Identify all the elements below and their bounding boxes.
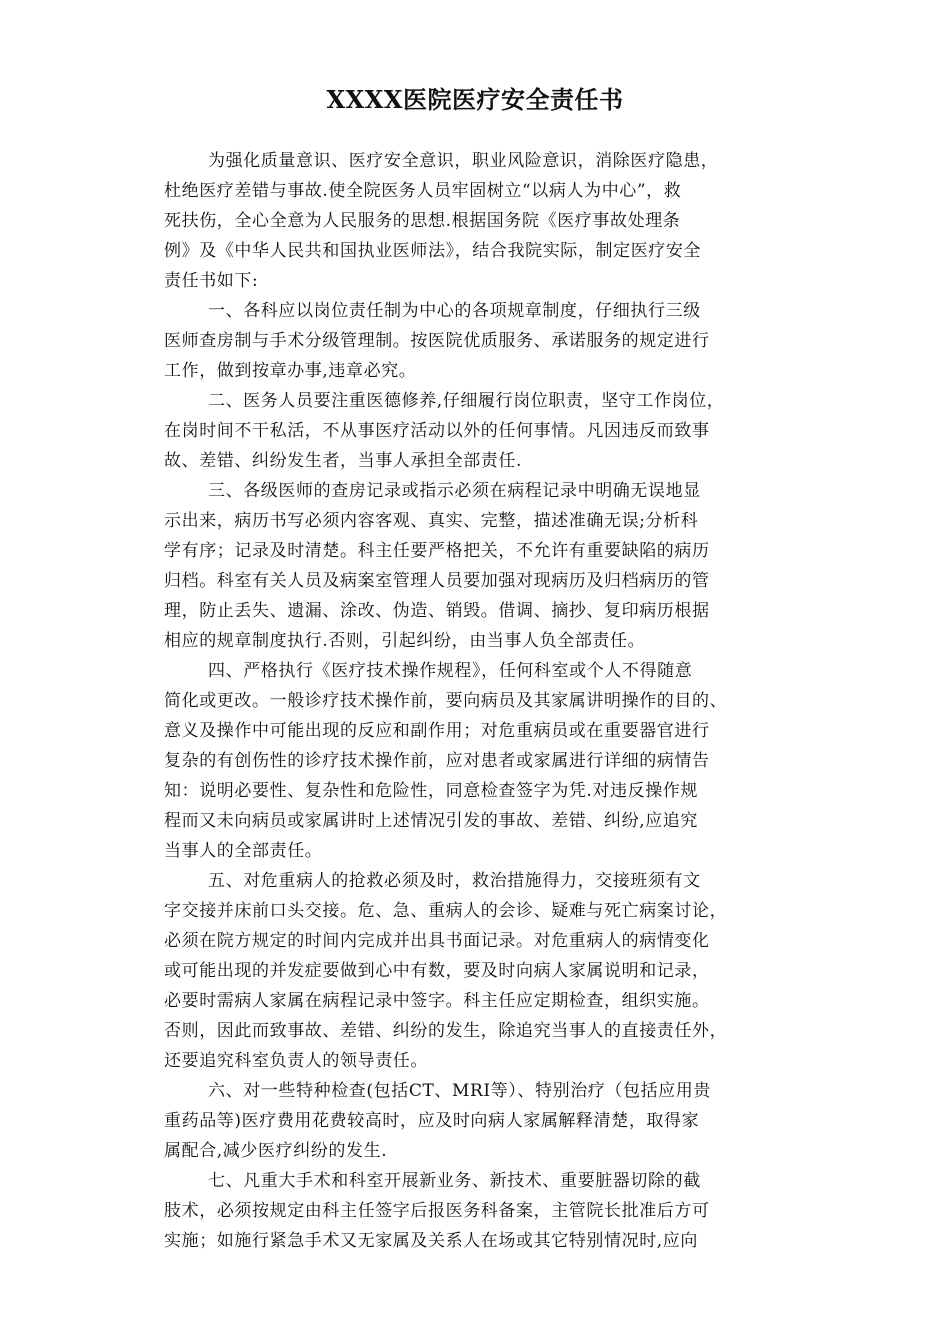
text-line: 肢术，必须按规定由科主任签字后报医务科备案，主管院长批准后方可 (164, 1201, 710, 1221)
text-line: 程而又未向病员或家属讲时上述情况引发的事故、差错、纠纷,应追究 (164, 811, 699, 831)
text-line: 责任书如下: (164, 271, 259, 291)
text-line: 重药品等)医疗费用花费较高时，应及时向病人家属解释清楚，取得家 (164, 1111, 700, 1131)
text-line: 三、各级医师的查房记录或指示必须在病程记录中明确无误地显 (208, 481, 701, 501)
text-line: 医师查房制与手术分级管理制。按医院优质服务、承诺服务的规定进行 (164, 331, 710, 351)
text-line: 七、凡重大手术和科室开展新业务、新技术、重要脏器切除的截 (208, 1171, 701, 1191)
text-line: 当事人的全部责任。 (164, 841, 323, 861)
text-line: 死扶伤，全心全意为人民服务的思想.根据国务院《医疗事故处理条 (164, 211, 681, 231)
text-line: 还要追究科室负责人的领导责任。 (164, 1051, 428, 1071)
text-line: 五、对危重病人的抢救必须及时，救治措施得力，交接班须有文 (208, 871, 701, 891)
text-line: 六、对一些特种检查(包括CT、MRI等）、特别治疗（包括应用贵 (208, 1081, 711, 1101)
text-line: 在岗时间不干私活，不从事医疗活动以外的任何事情。凡因违反而致事 (164, 421, 710, 441)
text-line: 实施；如施行紧急手术又无家属及关系人在场或其它特别情况时,应向 (164, 1231, 699, 1251)
text-line: 归档。科室有关人员及病案室管理人员要加强对现病历及归档病历的管 (164, 571, 710, 591)
text-line: 意义及操作中可能出现的反应和副作用；对危重病员或在重要器官进行 (164, 721, 710, 741)
text-line: 示出来，病历书写必须内容客观、真实、完整，描述准确无误;分析科 (164, 511, 699, 531)
text-line: 相应的规章制度执行.否则，引起纠纷，由当事人负全部责任。 (164, 631, 646, 651)
text-line: 必要时需病人家属在病程记录中签字。科主任应定期检查，组织实施。 (164, 991, 710, 1011)
text-line: 必须在院方规定的时间内完成并出具书面记录。对危重病人的病情变化 (164, 931, 710, 951)
text-line: 杜绝医疗差错与事故.使全院医务人员牢固树立“以病人为中心”，救 (164, 181, 682, 201)
text-line: 复杂的有创伤性的诊疗技术操作前，应对患者或家属进行详细的病情告 (164, 751, 710, 771)
text-line: 学有序；记录及时清楚。科主任要严格把关，不允许有重要缺陷的病历 (164, 541, 710, 561)
text-line: 二、医务人员要注重医德修养,仔细履行岗位职责，坚守工作岗位， (208, 391, 725, 411)
text-line: 字交接并床前口头交接。危、急、重病人的会诊、疑难与死亡病案讨论， (164, 901, 728, 921)
text-line: 四、严格执行《医疗技术操作规程》，任何科室或个人不得随意 (208, 661, 693, 681)
text-line: 或可能出现的并发症要做到心中有数，要及时向病人家属说明和记录， (164, 961, 710, 981)
text-line: 理，防止丢失、遗漏、涂改、伪造、销毁。借调、摘抄、复印病历根据 (164, 601, 710, 621)
text-line: 工作，做到按章办事,违章必究。 (164, 361, 417, 381)
text-line: 简化或更改。一般诊疗技术操作前，要向病员及其家属讲明操作的目的、 (164, 691, 728, 711)
text-line: 故、差错、纠纷发生者，当事人承担全部责任. (164, 451, 523, 471)
text-line: 否则，因此而致事故、差错、纠纷的发生，除追究当事人的直接责任外， (164, 1021, 728, 1041)
text-line: 为强化质量意识、医疗安全意识，职业风险意识，消除医疗隐患， (208, 151, 719, 171)
document-title: XXXX医院医疗安全责任书 (326, 85, 624, 114)
text-line: 属配合,减少医疗纠纷的发生. (164, 1141, 388, 1161)
text-line: 知：说明必要性、复杂性和危险性，同意检查签字为凭.对违反操作规 (164, 781, 699, 801)
text-line: 例》及《中华人民共和国执业医师法》，结合我院实际，制定医疗安全 (164, 241, 702, 261)
text-line: 一、各科应以岗位责任制为中心的各项规章制度，仔细执行三级 (208, 301, 701, 321)
document-body (164, 146, 804, 1256)
